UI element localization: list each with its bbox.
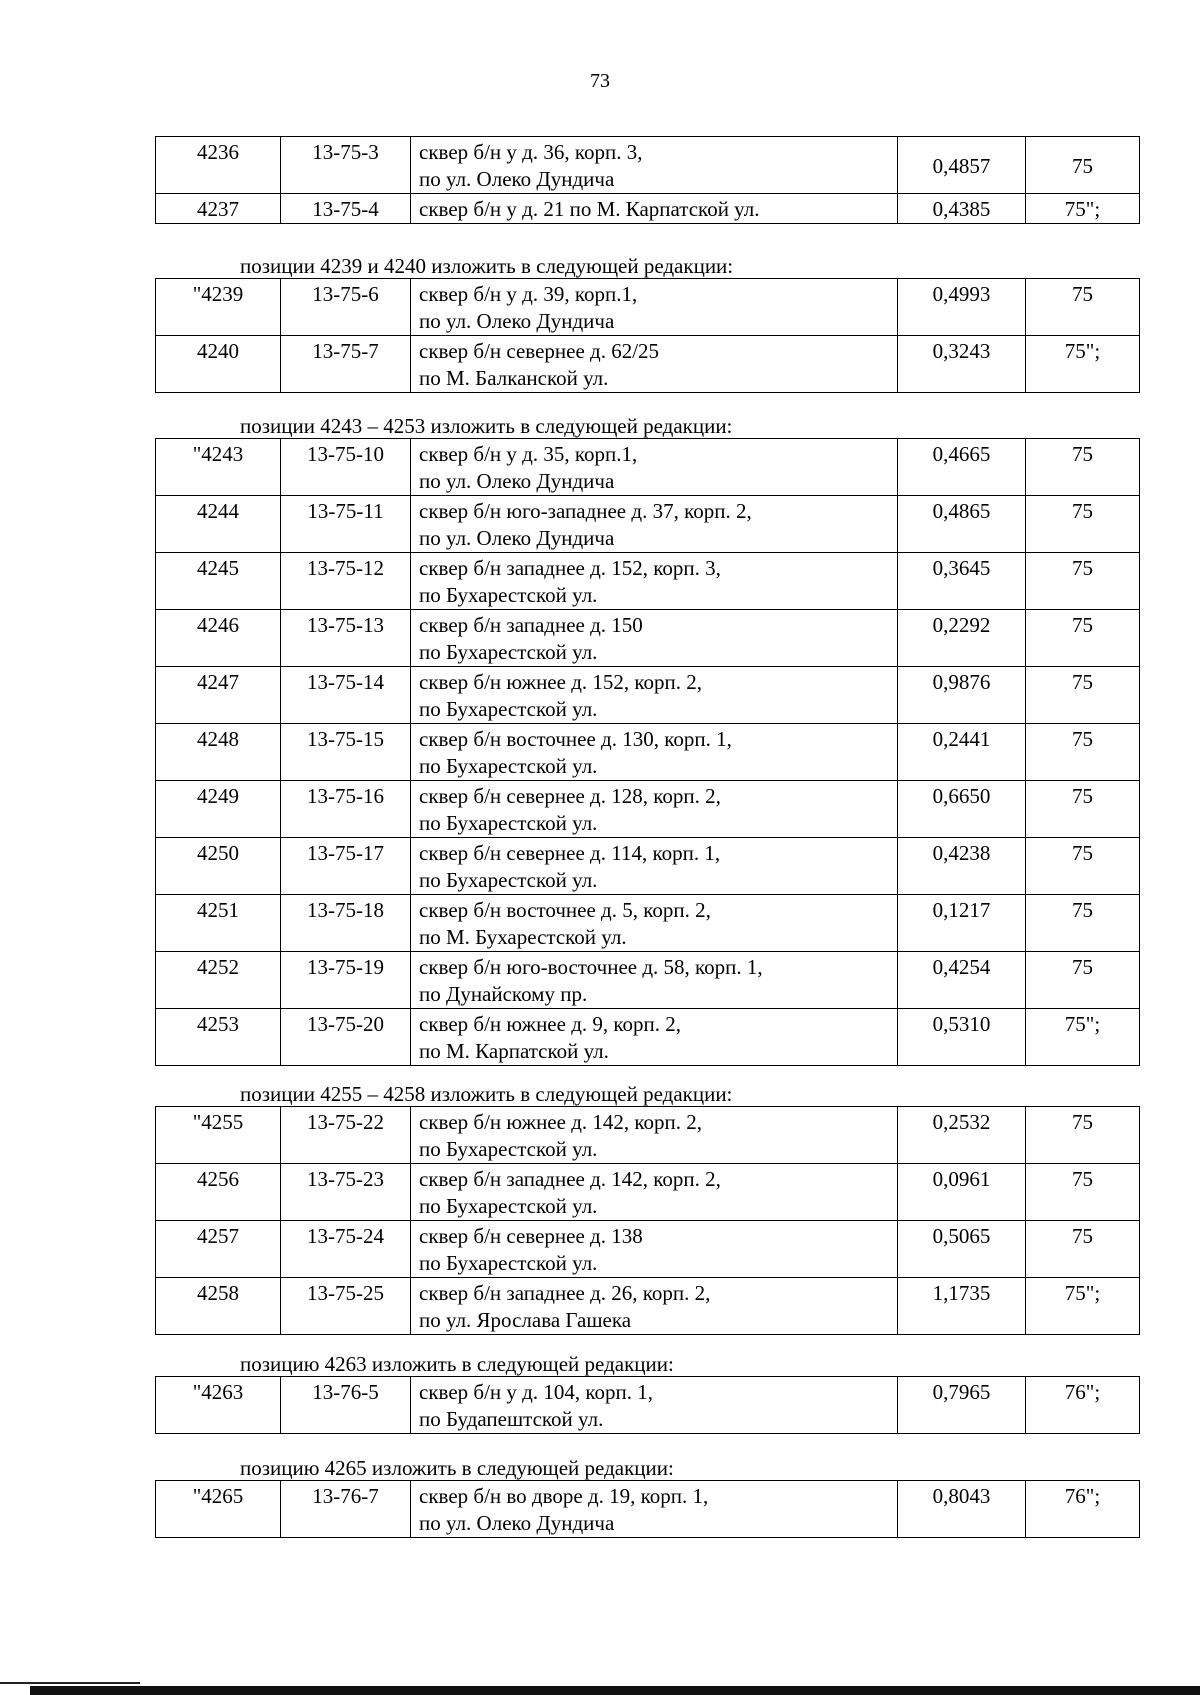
section-4263: [155, 1352, 1140, 1434]
table-row: [156, 336, 1140, 393]
area-value: 0,4993: [898, 279, 1026, 336]
zone-code: 75: [1026, 724, 1140, 781]
registry-code: 13-75-7: [281, 336, 411, 393]
section-intro: позиции 4243 – 4253 изложить в следующей редакции:: [240, 414, 733, 438]
object-description: [411, 1164, 898, 1221]
position-number: 4236: [156, 137, 281, 194]
table-row: [156, 1107, 1140, 1164]
area-value: 0,7965: [898, 1377, 1026, 1434]
object-description: [411, 724, 898, 781]
table-row: [156, 553, 1140, 610]
positions-table: [155, 278, 1140, 393]
registry-code: 13-75-15: [281, 724, 411, 781]
description-line-2: по ул. Олеко Дундича: [419, 309, 615, 333]
table-row: [156, 667, 1140, 724]
object-description: [411, 838, 898, 895]
positions-table: [155, 438, 1140, 1066]
description-line-2: по М. Карпатской ул.: [419, 1039, 609, 1063]
description-line-1: сквер б/н севернее д. 128, корп. 2,: [419, 784, 721, 808]
position-number: "4243: [156, 439, 281, 496]
object-description: [411, 336, 898, 393]
zone-code: 76";: [1026, 1377, 1140, 1434]
position-number: 4240: [156, 336, 281, 393]
registry-code: 13-75-23: [281, 1164, 411, 1221]
registry-code: 13-75-25: [281, 1278, 411, 1335]
description-line-1: сквер б/н севернее д. 62/25: [419, 339, 660, 363]
area-value: 0,5310: [898, 1009, 1026, 1066]
description-line-2: по Бухарестской ул.: [419, 1137, 598, 1161]
position-number: 4248: [156, 724, 281, 781]
table-row: [156, 496, 1140, 553]
description-line-2: по Дунайскому пр.: [419, 982, 588, 1006]
area-value: 0,2532: [898, 1107, 1026, 1164]
description-line-2: по ул. Олеко Дундича: [419, 526, 615, 550]
table-row: [156, 724, 1140, 781]
table-row: [156, 1377, 1140, 1434]
description-line-2: по Бухарестской ул.: [419, 868, 598, 892]
area-value: 0,4665: [898, 439, 1026, 496]
description-line-1: сквер б/н западнее д. 26, корп. 2,: [419, 1281, 711, 1305]
object-description: [411, 952, 898, 1009]
registry-code: 13-75-24: [281, 1221, 411, 1278]
area-value: 0,3645: [898, 553, 1026, 610]
page-number: 73: [590, 70, 610, 92]
registry-code: 13-75-17: [281, 838, 411, 895]
zone-code: 75: [1026, 1164, 1140, 1221]
section-continuation: [155, 136, 1140, 224]
description-line-1: сквер б/н восточнее д. 130, корп. 1,: [419, 727, 732, 751]
table-row: [156, 781, 1140, 838]
description-line-1: сквер б/н южнее д. 9, корп. 2,: [419, 1012, 682, 1036]
description-line-1: сквер б/н у д. 21 по М. Карпатской ул.: [419, 197, 760, 221]
table-row: [156, 1278, 1140, 1335]
description-line-1: сквер б/н у д. 36, корп. 3,: [419, 140, 643, 164]
zone-code: 75: [1026, 952, 1140, 1009]
description-line-2: по Бухарестской ул.: [419, 697, 598, 721]
description-line-1: сквер б/н западнее д. 152, корп. 3,: [419, 556, 721, 580]
registry-code: 13-75-13: [281, 610, 411, 667]
registry-code: 13-75-22: [281, 1107, 411, 1164]
scan-edge-line: [0, 1682, 140, 1684]
registry-code: 13-75-4: [281, 194, 411, 224]
zone-code: 75: [1026, 1107, 1140, 1164]
description-line-2: по М. Балканской ул.: [419, 366, 609, 390]
positions-table: [155, 136, 1140, 224]
registry-code: 13-76-7: [281, 1481, 411, 1538]
description-line-1: сквер б/н западнее д. 150: [419, 613, 643, 637]
area-value: 0,4385: [898, 194, 1026, 224]
positions-table: [155, 1106, 1140, 1335]
zone-code: 75";: [1026, 1278, 1140, 1335]
table-row: [156, 1221, 1140, 1278]
zone-code: 75: [1026, 439, 1140, 496]
table-row: [156, 952, 1140, 1009]
description-line-1: сквер б/н западнее д. 142, корп. 2,: [419, 1167, 721, 1191]
zone-code: 75: [1026, 667, 1140, 724]
object-description: [411, 439, 898, 496]
description-line-1: сквер б/н севернее д. 138: [419, 1224, 643, 1248]
scan-bottom-edge: [30, 1686, 1200, 1695]
description-line-2: по ул. Олеко Дундича: [419, 167, 615, 191]
registry-code: 13-75-14: [281, 667, 411, 724]
description-line-2: по ул. Олеко Дундича: [419, 1511, 615, 1535]
object-description: [411, 1107, 898, 1164]
position-number: 4245: [156, 553, 281, 610]
area-value: 0,1217: [898, 895, 1026, 952]
registry-code: 13-75-19: [281, 952, 411, 1009]
description-line-2: по Бухарестской ул.: [419, 1194, 598, 1218]
description-line-1: сквер б/н у д. 39, корп.1,: [419, 282, 638, 306]
description-line-1: сквер б/н у д. 35, корп.1,: [419, 442, 638, 466]
area-value: 0,2292: [898, 610, 1026, 667]
zone-code: 75: [1026, 838, 1140, 895]
description-line-2: по Бухарестской ул.: [419, 583, 598, 607]
section-4255-4258: [155, 1082, 1140, 1335]
position-number: 4244: [156, 496, 281, 553]
description-line-2: по Бухарестской ул.: [419, 1251, 598, 1275]
table-row: [156, 1009, 1140, 1066]
position-number: "4265: [156, 1481, 281, 1538]
object-description: [411, 667, 898, 724]
object-description: [411, 1278, 898, 1335]
description-line-1: сквер б/н у д. 104, корп. 1,: [419, 1380, 653, 1404]
zone-code: 75: [1026, 553, 1140, 610]
registry-code: 13-75-12: [281, 553, 411, 610]
position-number: 4250: [156, 838, 281, 895]
section-intro: позиции 4255 – 4258 изложить в следующей редакции:: [240, 1082, 733, 1106]
zone-code: 75: [1026, 610, 1140, 667]
object-description: [411, 1221, 898, 1278]
table-row: [156, 838, 1140, 895]
area-value: 0,0961: [898, 1164, 1026, 1221]
section-intro: позицию 4265 изложить в следующей редакции:: [240, 1456, 674, 1480]
area-value: 0,9876: [898, 667, 1026, 724]
section-4265: [155, 1456, 1140, 1538]
section-4239-4240: [155, 254, 1140, 393]
description-line-2: по ул. Ярослава Гашека: [419, 1308, 632, 1332]
position-number: 4258: [156, 1278, 281, 1335]
description-line-1: сквер б/н севернее д. 114, корп. 1,: [419, 841, 721, 865]
object-description: [411, 1481, 898, 1538]
position-number: 4249: [156, 781, 281, 838]
object-description: [411, 279, 898, 336]
description-line-1: сквер б/н во дворе д. 19, корп. 1,: [419, 1484, 709, 1508]
position-number: 4247: [156, 667, 281, 724]
description-line-1: сквер б/н южнее д. 142, корп. 2,: [419, 1110, 703, 1134]
description-line-1: сквер б/н юго-западнее д. 37, корп. 2,: [419, 499, 752, 523]
registry-code: 13-75-11: [281, 496, 411, 553]
object-description: [411, 1009, 898, 1066]
description-line-2: по Бухарестской ул.: [419, 640, 598, 664]
description-line-2: по Будапештской ул.: [419, 1407, 604, 1431]
table-row: [156, 439, 1140, 496]
zone-code: 75: [1026, 496, 1140, 553]
area-value: 0,8043: [898, 1481, 1026, 1538]
position-number: 4237: [156, 194, 281, 224]
area-value: 0,2441: [898, 724, 1026, 781]
object-description: [411, 610, 898, 667]
position-number: "4263: [156, 1377, 281, 1434]
registry-code: 13-75-18: [281, 895, 411, 952]
zone-code: 75: [1026, 1221, 1140, 1278]
registry-code: 13-75-6: [281, 279, 411, 336]
position-number: 4253: [156, 1009, 281, 1066]
object-description: [411, 194, 898, 224]
registry-code: 13-75-16: [281, 781, 411, 838]
object-description: [411, 496, 898, 553]
zone-code: 75: [1026, 895, 1140, 952]
object-description: [411, 781, 898, 838]
table-row: [156, 895, 1140, 952]
section-4243-4253: [155, 414, 1140, 1066]
table-row: [156, 610, 1140, 667]
zone-code: 75: [1026, 781, 1140, 838]
position-number: 4257: [156, 1221, 281, 1278]
positions-table: [155, 1480, 1140, 1538]
zone-code: 76";: [1026, 1481, 1140, 1538]
area-value: 0,4254: [898, 952, 1026, 1009]
section-intro: позиции 4239 и 4240 изложить в следующей редакции:: [240, 254, 734, 278]
registry-code: 13-75-3: [281, 137, 411, 194]
position-number: 4246: [156, 610, 281, 667]
zone-code: 75: [1026, 137, 1140, 194]
description-line-1: сквер б/н восточнее д. 5, корп. 2,: [419, 898, 711, 922]
object-description: [411, 1377, 898, 1434]
object-description: [411, 895, 898, 952]
zone-code: 75: [1026, 279, 1140, 336]
area-value: 0,3243: [898, 336, 1026, 393]
registry-code: 13-76-5: [281, 1377, 411, 1434]
description-line-1: сквер б/н южнее д. 152, корп. 2,: [419, 670, 703, 694]
section-intro: позицию 4263 изложить в следующей редакции:: [240, 1352, 674, 1376]
description-line-2: по М. Бухарестской ул.: [419, 925, 627, 949]
table-row: [156, 279, 1140, 336]
object-description: [411, 553, 898, 610]
positions-table: [155, 1376, 1140, 1434]
area-value: 0,5065: [898, 1221, 1026, 1278]
table-row: [156, 1164, 1140, 1221]
description-line-2: по Бухарестской ул.: [419, 811, 598, 835]
position-number: 4251: [156, 895, 281, 952]
area-value: 0,4857: [898, 137, 1026, 194]
zone-code: 75";: [1026, 336, 1140, 393]
object-description: [411, 137, 898, 194]
position-number: "4255: [156, 1107, 281, 1164]
registry-code: 13-75-10: [281, 439, 411, 496]
description-line-2: по Бухарестской ул.: [419, 754, 598, 778]
position-number: "4239: [156, 279, 281, 336]
area-value: 0,6650: [898, 781, 1026, 838]
zone-code: 75";: [1026, 194, 1140, 224]
table-row: [156, 1481, 1140, 1538]
table-row: [156, 137, 1140, 194]
zone-code: 75";: [1026, 1009, 1140, 1066]
position-number: 4252: [156, 952, 281, 1009]
description-line-1: сквер б/н юго-восточнее д. 58, корп. 1,: [419, 955, 763, 979]
area-value: 0,4865: [898, 496, 1026, 553]
area-value: 0,4238: [898, 838, 1026, 895]
area-value: 1,1735: [898, 1278, 1026, 1335]
description-line-2: по ул. Олеко Дундича: [419, 469, 615, 493]
position-number: 4256: [156, 1164, 281, 1221]
table-row: [156, 194, 1140, 224]
registry-code: 13-75-20: [281, 1009, 411, 1066]
